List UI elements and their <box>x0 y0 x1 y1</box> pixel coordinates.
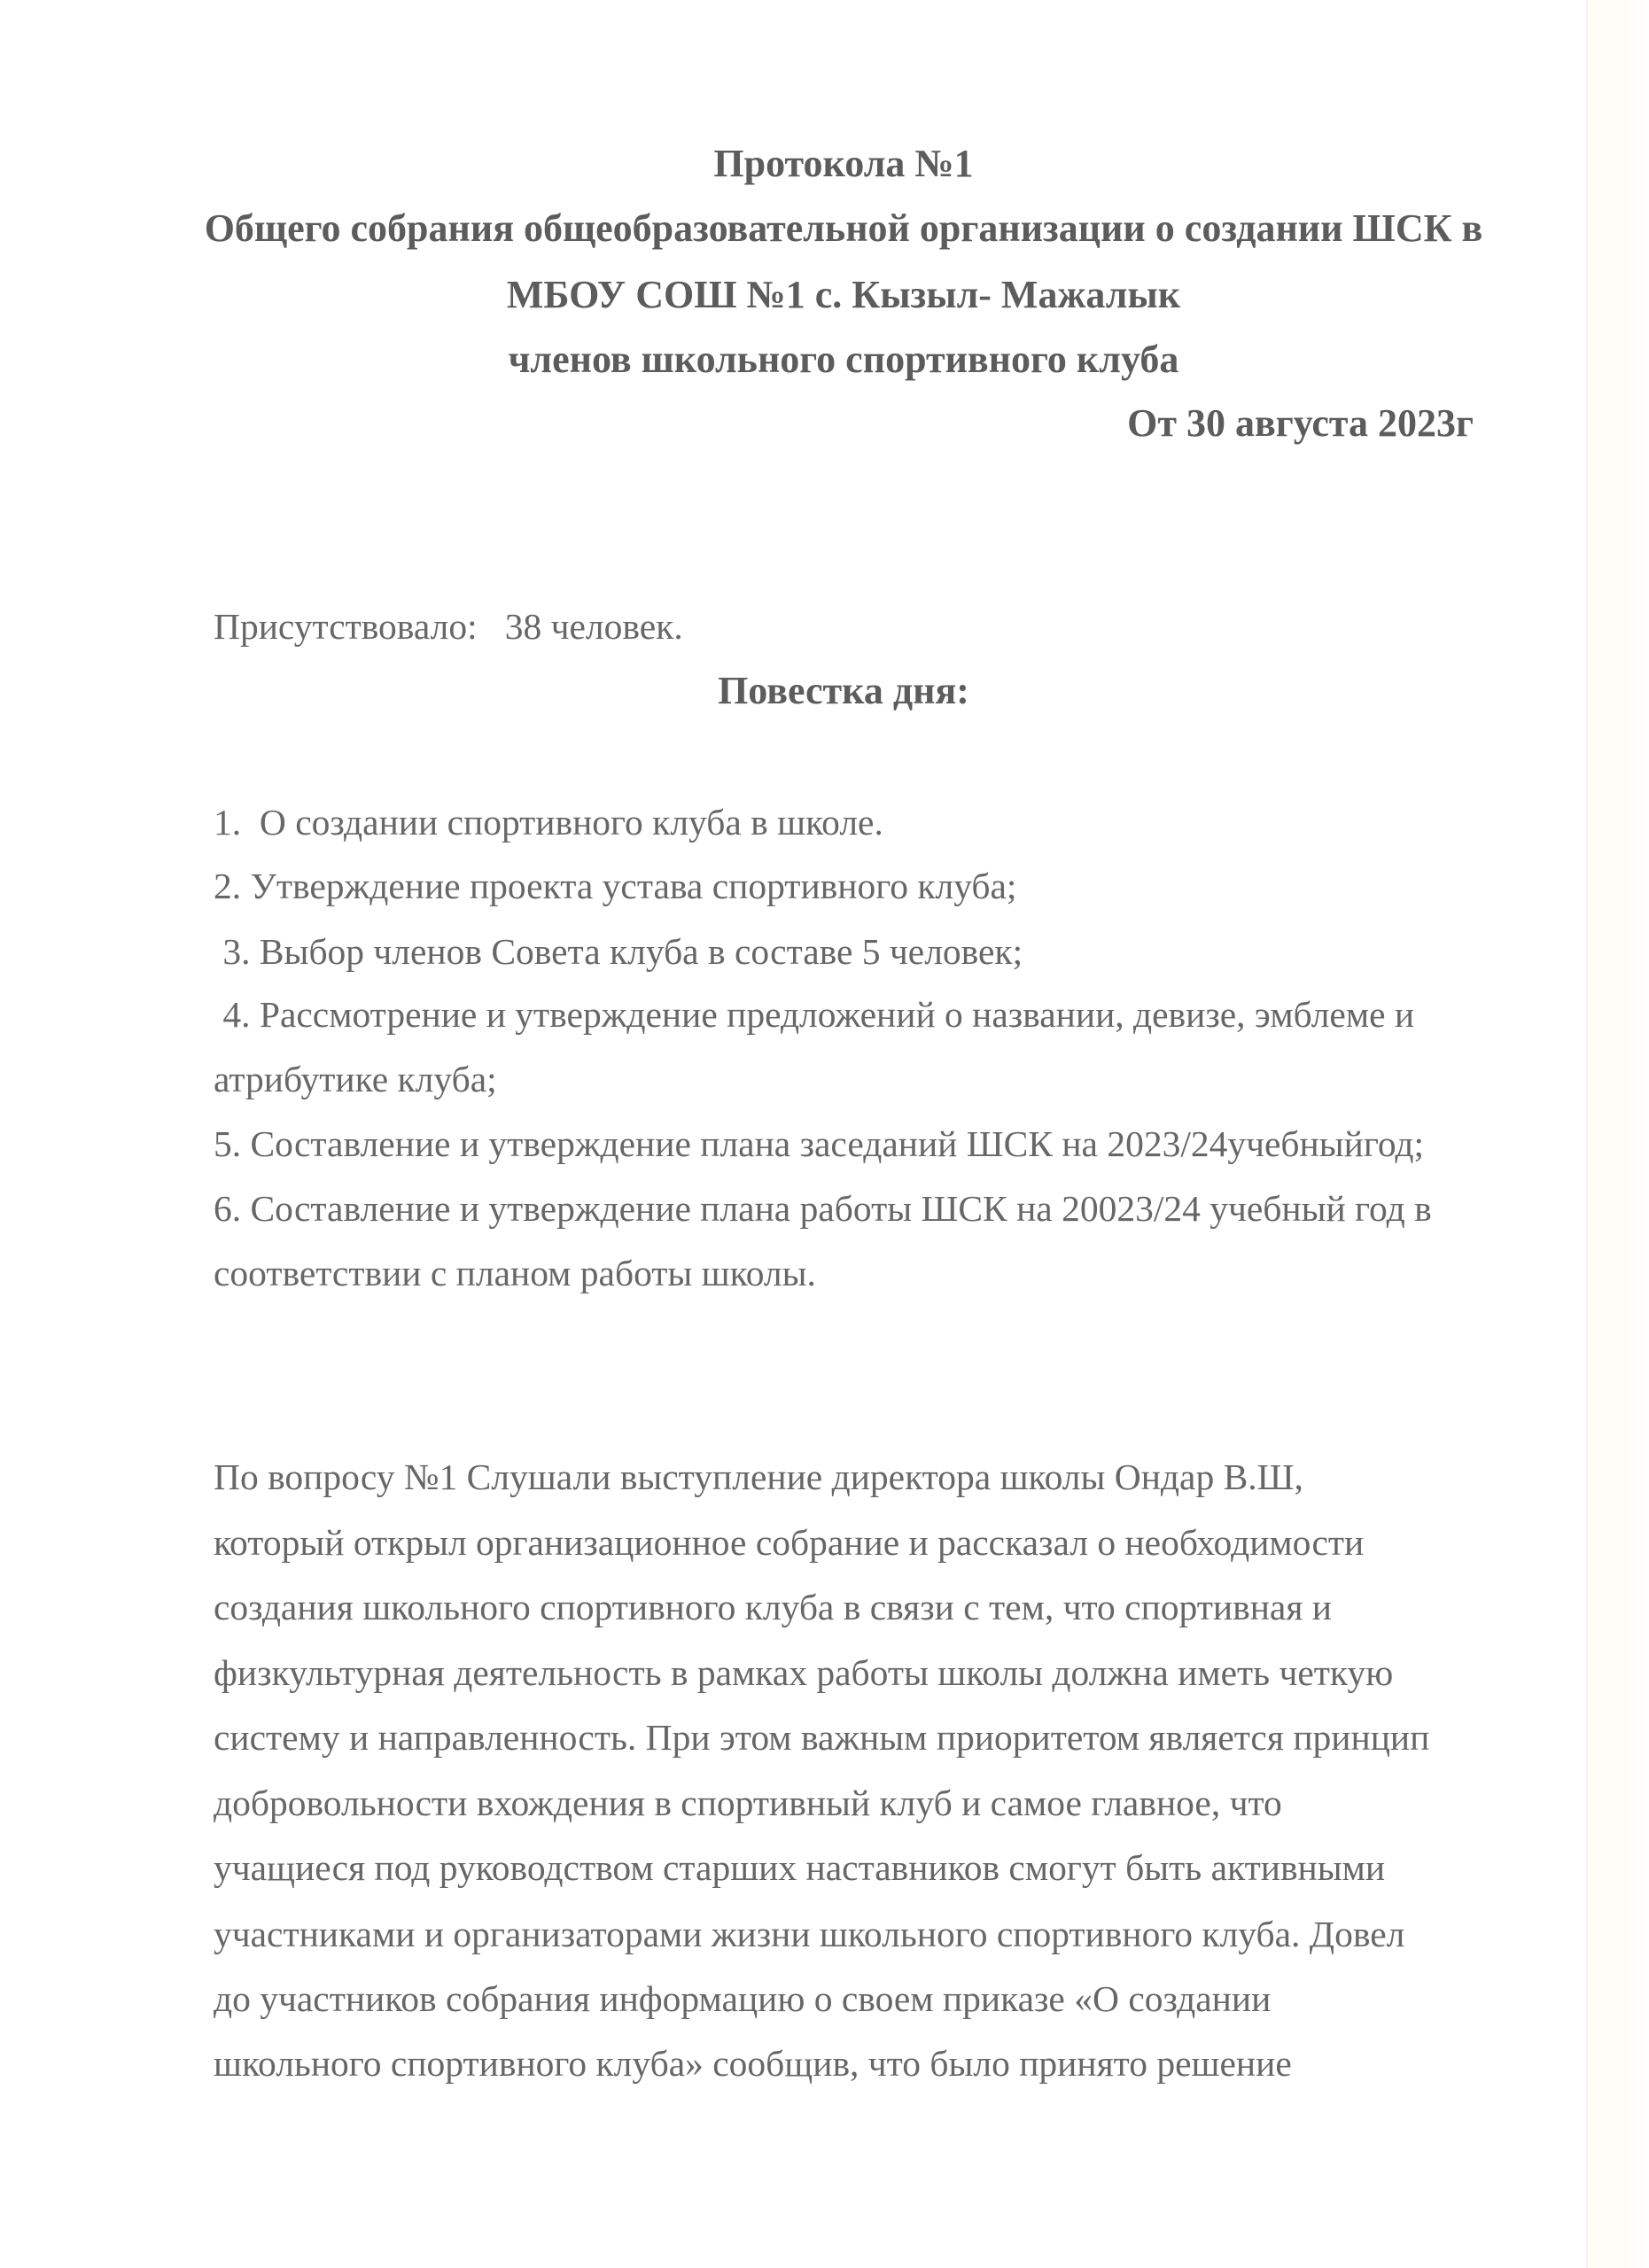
document-title: Протокола №1 <box>713 142 974 185</box>
agenda-item-continuation: атрибутике клуба; <box>214 1059 497 1099</box>
document-subtitle-line-3: членов школьного спортивного клуба <box>508 338 1179 381</box>
agenda-heading: Повестка дня: <box>718 669 969 712</box>
paragraph-line: участниками и организаторами жизни школьного спортивного клуба. Довел <box>214 1914 1405 1954</box>
document-subtitle-line-2: МБОУ СОШ №1 с. Кызыл- Мажалык <box>506 273 1181 316</box>
paragraph-line: до участников собрания информацию о своем приказе «О создании <box>214 1978 1272 2019</box>
paragraph-line: По вопросу №1 Слушали выступление директора школы Ондар В.Ш, <box>214 1456 1303 1497</box>
attendance-text: Присутствовало: 38 человек. <box>214 606 683 647</box>
agenda-item-continuation: соответствии с планом работы школы. <box>214 1253 816 1293</box>
agenda-item: 2. Утверждение проекта устава спортивного клуба; <box>214 866 1017 906</box>
paragraph-line: учащиеся под руководством старших наставников смогут быть активными <box>214 1847 1386 1888</box>
paragraph-line: создания школьного спортивного клуба в связи с тем, что спортивная и <box>214 1587 1333 1627</box>
document-date: От 30 августа 2023г <box>1127 401 1474 445</box>
agenda-item: 5. Составление и утверждение плана заседаний ШСК на 2023/24учебныйгод; <box>214 1123 1425 1164</box>
agenda-item: 4. Рассмотрение и утверждение предложений о названии, девизе, эмблеме и <box>214 994 1415 1035</box>
paragraph-line: систему и направленность. При этом важным приоритетом является принцип <box>214 1717 1430 1758</box>
paragraph-line: добровольности вхождения в спортивный клуб и самое главное, что <box>214 1783 1282 1823</box>
paragraph-line: физкультурная деятельность в рамках работы школы должна иметь четкую <box>214 1652 1394 1693</box>
agenda-item: 6. Составление и утверждение плана работы ШСК на 20023/24 учебный год в <box>214 1188 1432 1229</box>
paragraph-line: школьного спортивного клуба» сообщив, что было принято решение <box>214 2043 1292 2084</box>
agenda-item: 1. О создании спортивного клуба в школе. <box>214 802 883 843</box>
agenda-item: 3. Выбор членов Совета клуба в составе 5 человек; <box>214 931 1023 972</box>
document-subtitle-line-1: Общего собрания общеобразовательной организации о создании ШСК в <box>204 206 1483 250</box>
paragraph-line: который открыл организационное собрание и рассказал о необходимости <box>214 1522 1365 1563</box>
